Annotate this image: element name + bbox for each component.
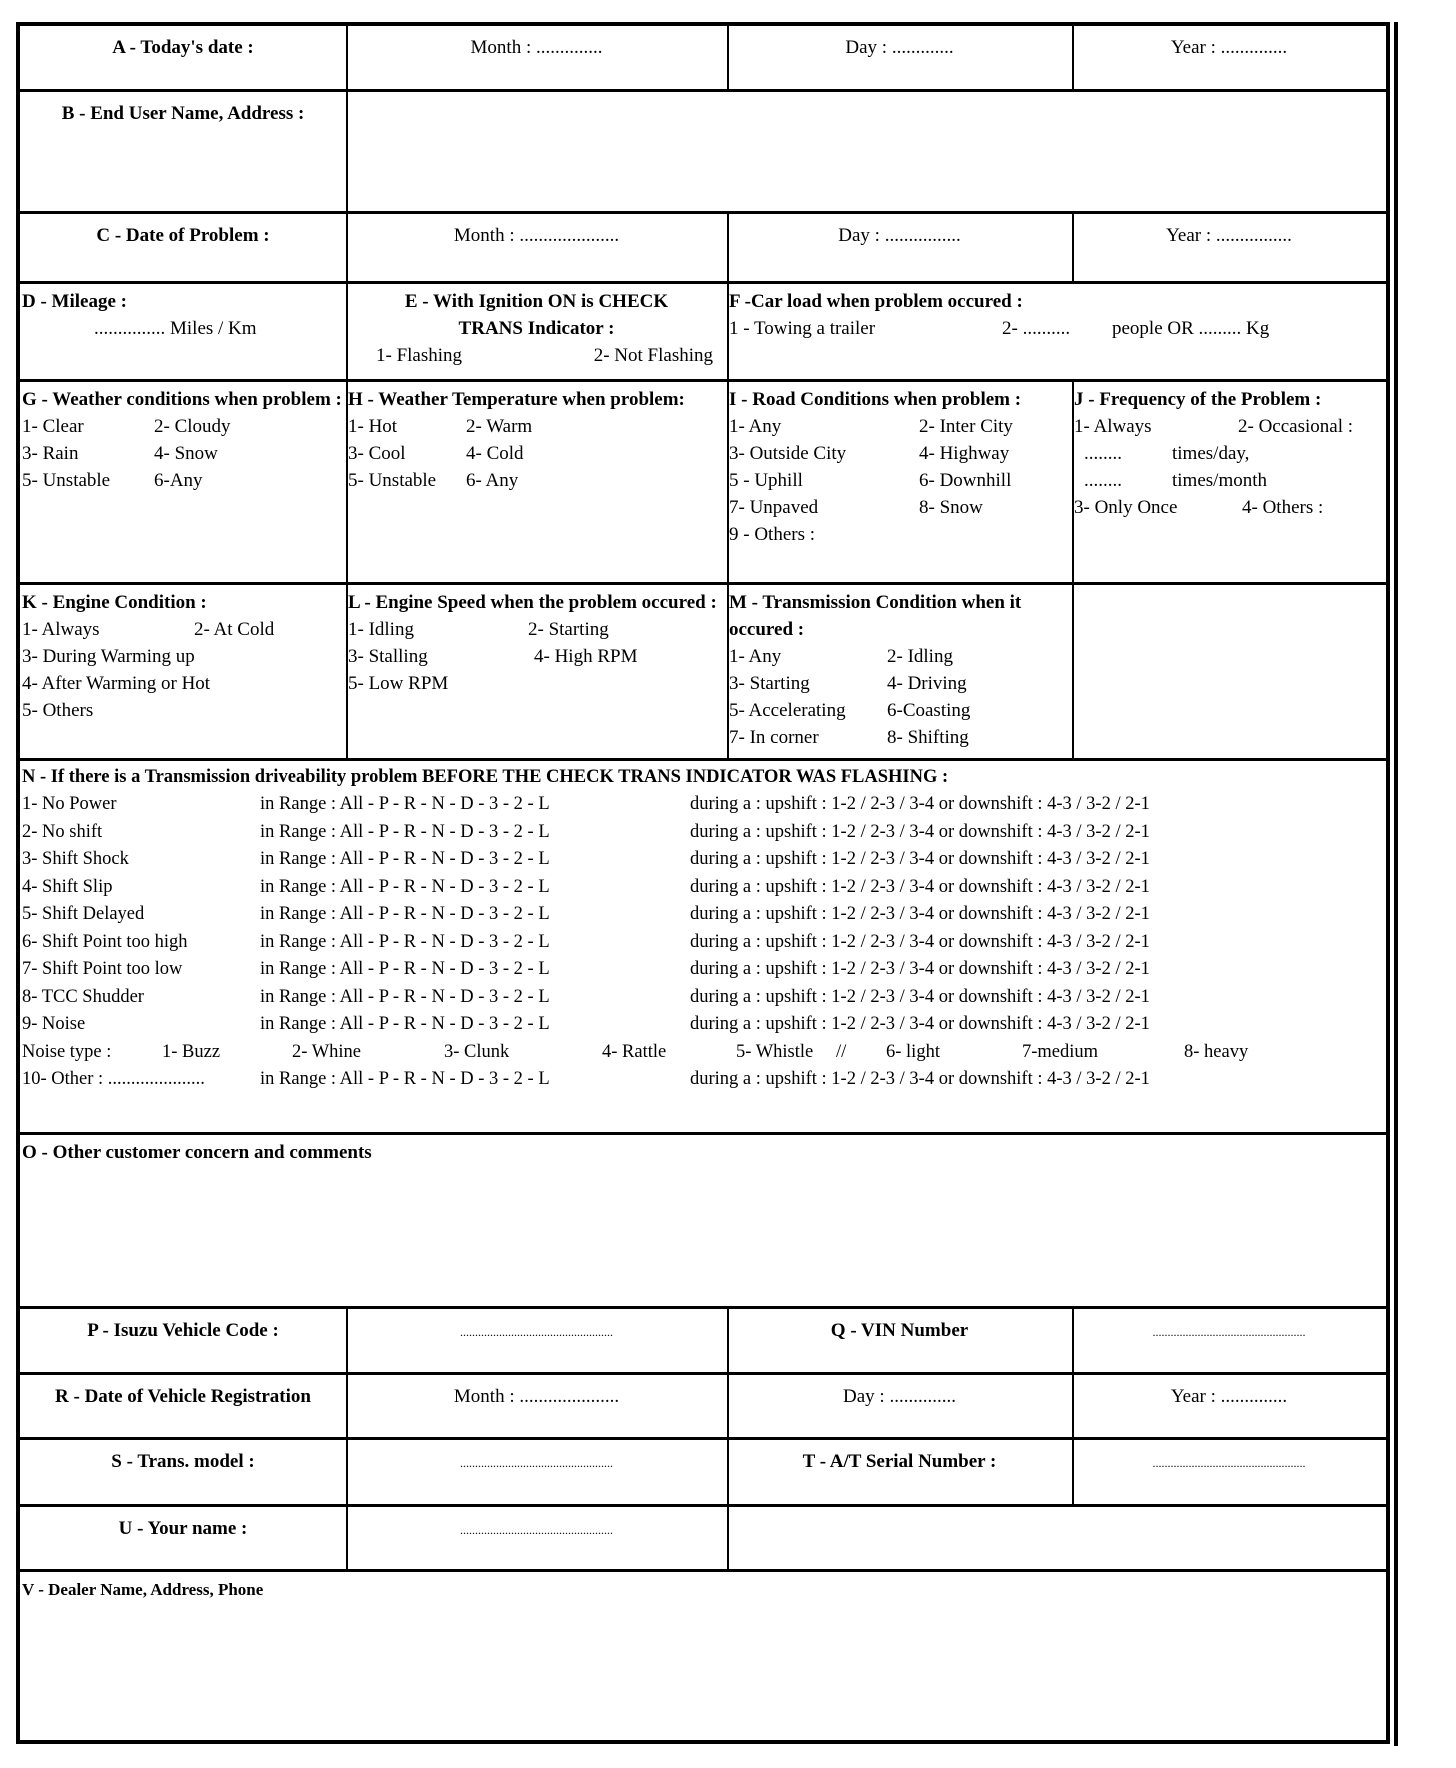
weather-option-snow[interactable]: 4- Snow [154,443,218,464]
temp-option-any[interactable]: 6- Any [466,470,519,491]
vin-label: Q - VIN Number [830,1320,969,1341]
people-or-kg-text[interactable]: people OR ......... Kg [1112,318,1270,339]
trans-option-driving[interactable]: 4- Driving [887,673,967,694]
dealer-info-label: V - Dealer Name, Address, Phone [22,1580,264,1599]
check-trans-label-line1: E - With Ignition ON is CHECK [404,291,669,312]
trans-model-label-cell [20,1440,348,1507]
today-day-text: Day : ............. [845,37,954,58]
check-trans-label-line2: TRANS Indicator : [458,318,615,339]
serial-number-field[interactable] [1072,1440,1386,1507]
customer-comments-field[interactable] [20,1135,1386,1309]
weather-temperature-cell [346,382,729,585]
today-year-field[interactable] [1072,26,1386,92]
serial-number-label-cell [727,1440,1074,1507]
shift-options[interactable]: during a : upshift : 1-2 / 2-3 / 3-4 or downshift : 4-3 / 3-2 / 2-1 [690,959,1150,979]
noise-type-row [22,1039,1384,1067]
problem-name: 8- TCC Shudder [22,986,144,1007]
noise-type-label: Noise type : [22,1041,112,1062]
driveability-problem-label: N - If there is a Transmission driveability problem BEFORE THE CHECK TRANS INDICATOR WAS FLASHING : [22,767,949,787]
problem-name: 3- Shift Shock [22,849,129,869]
trans-model-field[interactable] [346,1440,729,1507]
today-date-label-cell [20,26,348,92]
registration-month-field[interactable] [346,1375,729,1440]
today-date-label: A - Today's date : [112,37,254,58]
shift-options[interactable]: during a : upshift : 1-2 / 2-3 / 3-4 or downshift : 4-3 / 3-2 / 2-1 [690,1014,1150,1034]
trans-option-accelerating[interactable]: 5- Accelerating [729,700,846,721]
noise-option-rattle[interactable]: 4- Rattle [602,1041,667,1062]
problem-frequency-cell [1072,382,1386,585]
vin-field[interactable] [1072,1309,1386,1375]
noise-option-heavy[interactable]: 8- heavy [1184,1041,1249,1062]
problem-month-text: Month : ..................... [453,225,620,246]
road-option-unpaved[interactable]: 7- Unpaved [729,497,819,518]
range-options[interactable]: in Range : All - P - R - N - D - 3 - 2 - L [260,876,550,897]
your-name-field[interactable] [346,1507,729,1572]
weather-option-rain[interactable]: 3- Rain [22,443,79,464]
option-towing-trailer[interactable]: 1 - Towing a trailer [729,318,876,339]
vin-value: ................................................... [1152,1325,1306,1339]
problem-name: 9- Noise [22,1014,86,1034]
car-load-label: F -Car load when problem occured : [729,291,1023,312]
vehicle-code-field[interactable] [346,1309,729,1375]
noise-option-light[interactable]: 6- light [886,1041,940,1062]
end-user-name-address-field[interactable] [346,92,1386,214]
driveability-row[interactable] [22,956,1384,984]
mileage-value: ............... Miles / Km [94,318,257,339]
trans-model-label: S - Trans. model : [111,1451,255,1472]
driveability-row[interactable] [22,984,1384,1012]
trans-option-any[interactable]: 1- Any [729,646,782,667]
vehicle-code-label-cell [20,1309,348,1375]
check-trans-indicator-cell [346,284,729,382]
times-per-day-label: times/day, [1172,443,1250,464]
road-conditions-cell [727,382,1074,585]
range-options[interactable]: in Range : All - P - R - N - D - 3 - 2 - L [260,904,550,924]
engine-speed-cell [346,585,729,761]
noise-option-whine[interactable]: 2- Whine [292,1041,362,1062]
trans-option-in-corner[interactable]: 7- In corner [729,727,819,748]
transmission-condition-cell [727,585,1074,761]
shift-options[interactable]: during a : upshift : 1-2 / 2-3 / 3-4 or downshift : 4-3 / 3-2 / 2-1 [690,931,1150,952]
frequency-option-occasional[interactable]: 2- Occasional : [1238,416,1354,437]
road-conditions-label: I - Road Conditions when problem : [729,389,1022,410]
engine-option-others[interactable]: 5- Others [22,700,94,721]
today-month-field[interactable] [346,26,729,92]
driveability-problem-section [20,761,1386,1135]
problem-name: 1- No Power [22,794,117,814]
option-not-flashing[interactable]: 2- Not Flashing [593,345,713,366]
noise-option-buzz[interactable]: 1- Buzz [162,1041,221,1062]
other-problem-input[interactable]: 10- Other : ..................... [22,1069,205,1089]
frequency-option-others[interactable]: 4- Others : [1242,497,1324,518]
problem-day-text: Day : ................ [838,225,961,246]
driveability-row[interactable] [22,901,1384,929]
driveability-row[interactable] [22,1011,1384,1039]
temp-option-cool[interactable]: 3- Cool [348,443,406,464]
problem-year-field[interactable] [1072,214,1386,284]
engine-option-during-warming-up[interactable]: 3- During Warming up [22,646,195,667]
shift-options[interactable]: during a : upshift : 1-2 / 2-3 / 3-4 or downshift : 4-3 / 3-2 / 2-1 [690,1069,1150,1089]
transmission-condition-label: M - Transmission Condition when it occured : [729,592,1022,640]
engine-condition-label: K - Engine Condition : [22,592,207,613]
dealer-info-field[interactable] [20,1572,1386,1740]
registration-month-text: Month : ..................... [453,1386,620,1407]
speed-option-idling[interactable]: 1- Idling [348,619,414,640]
weather-conditions-cell [20,382,348,585]
road-option-inter-city[interactable]: 2- Inter City [919,416,1013,437]
road-option-others[interactable]: 9 - Others : [729,524,816,545]
frequency-option-always[interactable]: 1- Always [1074,416,1152,437]
vehicle-code-value: ................................................... [460,1325,613,1339]
driveability-row[interactable] [22,819,1384,847]
road-option-any[interactable]: 1- Any [729,416,782,437]
problem-frequency-label: J - Frequency of the Problem : [1074,389,1322,410]
times-per-day-input[interactable]: ........ [1084,443,1122,464]
driveability-row-other[interactable] [22,1066,1384,1094]
today-month-text: Month : .............. [470,37,603,58]
your-name-label-cell [20,1507,348,1572]
range-options[interactable]: in Range : All - P - R - N - D - 3 - 2 - L [260,1014,550,1034]
weather-option-any[interactable]: 6-Any [154,470,203,491]
shift-options[interactable]: during a : upshift : 1-2 / 2-3 / 3-4 or downshift : 4-3 / 3-2 / 2-1 [690,904,1150,924]
problem-date-label: C - Date of Problem : [96,225,270,246]
speed-option-high-rpm[interactable]: 4- High RPM [534,646,638,667]
range-options[interactable]: in Range : All - P - R - N - D - 3 - 2 - L [260,849,550,869]
road-option-uphill[interactable]: 5 - Uphill [729,470,803,491]
your-name-label: U - Your name : [118,1518,248,1539]
weather-option-clear[interactable]: 1- Clear [22,416,84,437]
range-options[interactable]: in Range : All - P - R - N - D - 3 - 2 - L [260,821,550,842]
weather-option-unstable[interactable]: 5- Unstable [22,470,111,491]
empty-cell [1072,585,1386,761]
problem-name: 6- Shift Point too high [22,931,188,952]
option-people-count[interactable]: 2- .......... [1002,318,1071,339]
shift-options[interactable]: during a : upshift : 1-2 / 2-3 / 3-4 or downshift : 4-3 / 3-2 / 2-1 [690,986,1150,1007]
problem-day-field[interactable] [727,214,1074,284]
engine-option-at-cold[interactable]: 2- At Cold [194,619,275,640]
noise-option-medium[interactable]: 7-medium [1022,1041,1099,1062]
vin-label-cell [727,1309,1074,1375]
frequency-option-only-once[interactable]: 3- Only Once [1074,497,1178,518]
range-options[interactable]: in Range : All - P - R - N - D - 3 - 2 - L [260,1069,550,1089]
speed-option-low-rpm[interactable]: 5- Low RPM [348,673,449,694]
end-user-label-cell [20,92,348,214]
registration-year-text: Year : .............. [1170,1386,1288,1407]
road-option-outside-city[interactable]: 3- Outside City [729,443,847,464]
car-load-cell [727,284,1386,382]
trans-option-starting[interactable]: 3- Starting [729,673,810,694]
mileage-field[interactable] [20,284,348,382]
problem-name: 4- Shift Slip [22,876,113,897]
noise-option-whistle[interactable]: 5- Whistle [736,1041,814,1062]
weather-option-cloudy[interactable]: 2- Cloudy [154,416,231,437]
engine-option-after-warming[interactable]: 4- After Warming or Hot [22,673,211,694]
outer-double-rule [1394,22,1398,1746]
trans-option-coasting[interactable]: 6-Coasting [887,700,971,721]
noise-separator: // [836,1041,847,1062]
serial-number-value: ................................................... [1152,1456,1306,1470]
registration-day-field[interactable] [727,1375,1074,1440]
weather-temperature-label: H - Weather Temperature when problem: [348,389,685,410]
range-options[interactable]: in Range : All - P - R - N - D - 3 - 2 - L [260,794,550,814]
temp-option-cold[interactable]: 4- Cold [466,443,524,464]
road-option-downhill[interactable]: 6- Downhill [919,470,1012,491]
range-options[interactable]: in Range : All - P - R - N - D - 3 - 2 - L [260,959,550,979]
times-per-month-input[interactable]: ........ [1084,470,1122,491]
problem-date-label-cell [20,214,348,284]
problem-month-field[interactable] [346,214,729,284]
driveability-row[interactable] [22,846,1384,874]
trans-option-idling[interactable]: 2- Idling [887,646,953,667]
serial-number-label: T - A/T Serial Number : [802,1451,997,1472]
registration-day-text: Day : .............. [843,1386,956,1407]
driveability-row[interactable] [22,791,1384,819]
registration-date-label: R - Date of Vehicle Registration [55,1386,311,1407]
speed-option-starting[interactable]: 2- Starting [528,619,609,640]
speed-option-stalling[interactable]: 3- Stalling [348,646,428,667]
registration-year-field[interactable] [1072,1375,1386,1440]
engine-option-always[interactable]: 1- Always [22,619,100,640]
shift-options[interactable]: during a : upshift : 1-2 / 2-3 / 3-4 or downshift : 4-3 / 3-2 / 2-1 [690,876,1150,897]
temp-option-warm[interactable]: 2- Warm [466,416,533,437]
times-per-month-label: times/month [1172,470,1267,491]
temp-option-hot[interactable]: 1- Hot [348,416,398,437]
problem-year-text: Year : ................ [1166,225,1292,246]
vehicle-code-label: P - Isuzu Vehicle Code : [87,1320,279,1341]
problem-name: 5- Shift Delayed [22,904,145,924]
shift-options[interactable]: during a : upshift : 1-2 / 2-3 / 3-4 or downshift : 4-3 / 3-2 / 2-1 [690,794,1150,814]
customer-comments-label: O - Other customer concern and comments [22,1142,372,1163]
range-options[interactable]: in Range : All - P - R - N - D - 3 - 2 - L [260,931,550,952]
engine-speed-label: L - Engine Speed when the problem occured : [348,592,717,613]
mileage-label: D - Mileage : [22,291,127,312]
today-year-text: Year : .............. [1170,37,1288,58]
trans-model-value: ................................................... [460,1456,613,1470]
road-option-highway[interactable]: 4- Highway [919,443,1010,464]
temp-option-unstable[interactable]: 5- Unstable [348,470,437,491]
driveability-row[interactable] [22,874,1384,902]
end-user-label: B - End User Name, Address : [61,103,305,124]
shift-options[interactable]: during a : upshift : 1-2 / 2-3 / 3-4 or downshift : 4-3 / 3-2 / 2-1 [690,821,1150,842]
range-options[interactable]: in Range : All - P - R - N - D - 3 - 2 - L [260,986,550,1007]
problem-name: 7- Shift Point too low [22,959,183,979]
empty-cell [727,1507,1386,1572]
option-flashing[interactable]: 1- Flashing [376,345,463,366]
driveability-row[interactable] [22,929,1384,957]
today-day-field[interactable] [727,26,1074,92]
road-option-snow[interactable]: 8- Snow [919,497,983,518]
your-name-value: ................................................... [460,1523,613,1537]
shift-options[interactable]: during a : upshift : 1-2 / 2-3 / 3-4 or downshift : 4-3 / 3-2 / 2-1 [690,849,1150,869]
weather-conditions-label: G - Weather conditions when problem : [22,389,342,410]
engine-condition-cell [20,585,348,761]
problem-name: 2- No shift [22,821,103,842]
registration-date-label-cell [20,1375,348,1440]
trans-option-shifting[interactable]: 8- Shifting [887,727,969,748]
noise-option-clunk[interactable]: 3- Clunk [444,1041,510,1062]
